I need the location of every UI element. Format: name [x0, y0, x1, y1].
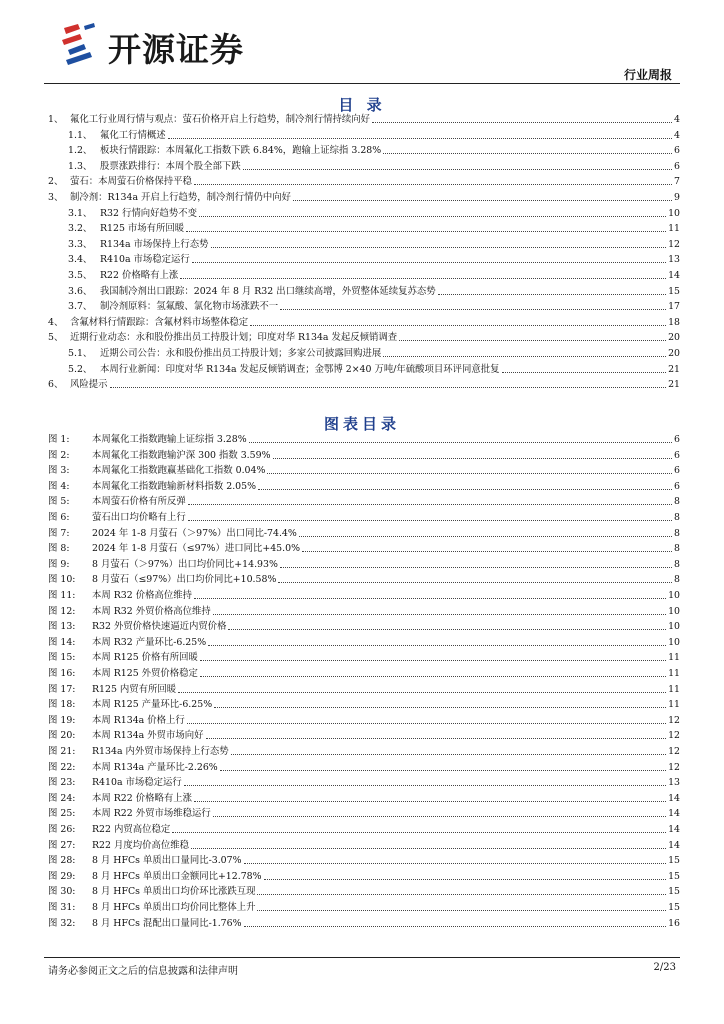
figure-entry[interactable]: [48, 884, 680, 898]
figures-title: 图表目录: [323, 415, 400, 433]
page-number: 18: [668, 316, 680, 328]
figure-title: 2024 年 1-8 月萤石（＞97%）出口同比-74.4%: [92, 527, 297, 539]
dot-leader: [213, 816, 666, 817]
page-number: 15: [668, 870, 680, 882]
figure-entry[interactable]: [48, 541, 680, 555]
page-number: 9: [674, 192, 680, 203]
toc-entry-title: 氟化工行业周行情与观点：萤石价格开启上行趋势，制冷剂行情持续向好: [70, 114, 371, 125]
toc-entry[interactable]: [48, 268, 680, 282]
page-number: 14: [668, 792, 680, 804]
dot-leader: [243, 169, 672, 170]
figure-number: 图 12:: [48, 605, 76, 617]
figure-title: 本周 R134a 外贸市场向好: [92, 730, 204, 742]
dot-leader: [180, 278, 666, 279]
toc-entry[interactable]: [48, 377, 680, 391]
figure-entry[interactable]: [48, 526, 680, 540]
toc-entry-number: 3.1、: [68, 207, 93, 219]
figure-number: 图 25:: [48, 808, 76, 820]
dot-leader: [187, 723, 666, 724]
figure-title: R32 外贸价格快速逼近内贸价格: [92, 621, 227, 633]
toc-entry-number: 1、: [48, 114, 64, 125]
figure-number: 图 7:: [48, 527, 70, 539]
toc-entry-number: 3.3、: [68, 238, 93, 250]
toc-entry-title: 近期行业动态：永和股份推出员工持股计划；印度对华 R134a 发起反倾销调查: [70, 332, 398, 344]
page-number: 14: [668, 270, 680, 281]
figure-title: 本周 R134a 产量环比-2.26%: [92, 761, 218, 773]
toc-entry[interactable]: [48, 252, 680, 266]
toc-entry[interactable]: [48, 159, 680, 173]
toc-entry-number: 3.6、: [68, 285, 93, 297]
toc-entry-title: R22 价格略有上涨: [100, 270, 179, 281]
figure-title: 本周氟化工指数跑输沪深 300 指数 3.59%: [92, 449, 271, 461]
page-number: 10: [668, 621, 680, 633]
toc-entry-number: 5.2、: [68, 363, 93, 375]
figure-entry[interactable]: [48, 744, 680, 758]
figure-title: 8 月 HFCs 混配出口量同比-1.76%: [92, 917, 242, 929]
dot-leader: [264, 879, 667, 880]
figure-entry[interactable]: [48, 900, 680, 914]
figure-title: R410a 市场稳定运行: [92, 777, 182, 789]
dot-leader: [383, 356, 666, 357]
page-number: 6: [674, 449, 680, 461]
dot-leader: [231, 754, 666, 755]
dot-leader: [188, 520, 672, 521]
figure-number: 图 18:: [48, 699, 76, 711]
figure-entry[interactable]: [48, 806, 680, 820]
figure-title: 本周 R22 外贸市场维稳运行: [92, 808, 211, 820]
figure-number: 图 29:: [48, 870, 76, 882]
toc-entry-title: 股票涨跌排行：本周个股全部下跌: [100, 160, 241, 172]
figure-number: 图 19:: [48, 714, 76, 726]
toc-entry-number: 1.1、: [68, 129, 93, 141]
toc-entry[interactable]: [48, 315, 680, 329]
dot-leader: [299, 536, 672, 537]
dot-leader: [214, 707, 666, 708]
toc-entry[interactable]: [48, 174, 680, 188]
dot-leader: [188, 504, 672, 505]
page-number: 13: [668, 254, 680, 266]
dot-leader: [192, 262, 666, 263]
dot-leader: [244, 863, 667, 864]
figure-title: 本周 R125 产量环比-6.25%: [92, 699, 213, 711]
toc-entry[interactable]: [48, 221, 680, 235]
figure-title: 8 月 HFCs 单质出口金额同比+12.78%: [92, 870, 262, 882]
figure-number: 图 23:: [48, 777, 76, 789]
figure-entry[interactable]: [48, 853, 680, 867]
figure-number: 图 17:: [48, 683, 76, 695]
figure-entry[interactable]: [48, 619, 680, 633]
toc-entry-title: 本周行业新闻：印度对华 R134a 发起反倾销调查；金鄂博 2×40 万吨/年硫酸项目环评同意批复: [100, 363, 500, 375]
figure-title: 萤石出口均价略有上行: [92, 512, 186, 523]
dot-leader: [199, 216, 666, 217]
page-number: 8: [674, 512, 680, 523]
figure-number: 图 30:: [48, 886, 76, 898]
toc-entry-number: 6、: [48, 379, 64, 391]
page-number: 10: [668, 636, 680, 648]
figure-number: 图 21:: [48, 746, 76, 757]
dot-leader: [178, 692, 666, 693]
toc-entry-number: 3、: [48, 192, 64, 203]
figure-title: 8 月 HFCs 单质出口均价环比涨跌互现: [92, 886, 256, 898]
page-number: 12: [668, 746, 680, 757]
figure-title: R125 内贸有所回暖: [92, 683, 177, 695]
toc-entry-number: 4、: [48, 316, 64, 328]
report-type-label: 行业周报: [623, 68, 672, 82]
figure-title: 本周氟化工指数跑输上证综指 3.28%: [92, 434, 247, 445]
page-number: 8: [674, 558, 680, 570]
figure-entry[interactable]: [48, 713, 680, 727]
figure-title: 8 月 HFCs 单质出口量同比-3.07%: [92, 855, 242, 867]
dot-leader: [200, 660, 666, 661]
dot-leader: [213, 614, 666, 615]
figure-title: 8 月萤石（＞97%）出口均价同比+14.93%: [92, 558, 278, 570]
figure-title: 本周 R32 价格高位维持: [92, 590, 192, 601]
dot-leader: [200, 676, 666, 677]
figure-entry[interactable]: [48, 588, 680, 602]
page-header: [0, 0, 724, 80]
dot-leader: [257, 894, 666, 895]
toc-entry-number: 3.7、: [68, 301, 93, 313]
toc-entry-number: 5、: [48, 332, 64, 344]
page-number: 6: [674, 434, 680, 445]
toc-entry-title: R32 行情向好趋势不变: [100, 207, 197, 219]
dot-leader: [184, 785, 666, 786]
toc-entry-title: 制冷剂原料：氢氟酸、氯化物市场涨跌不一: [100, 301, 279, 313]
page-number: 12: [668, 761, 680, 773]
figure-number: 图 10:: [48, 574, 76, 586]
figure-number: 图 22:: [48, 761, 76, 773]
toc-entry[interactable]: [48, 237, 680, 251]
dot-leader: [194, 801, 666, 802]
page-number: 6: [674, 465, 680, 477]
toc-entry-number: 1.3、: [68, 160, 93, 172]
page-number: 8: [674, 527, 680, 539]
page-number: 20: [668, 332, 680, 344]
figure-title: 本周 R32 产量环比-6.25%: [92, 636, 207, 648]
figure-number: 图 14:: [48, 636, 76, 648]
page-number: 20: [668, 348, 680, 359]
toc-entry-number: 3.5、: [68, 270, 93, 281]
dot-leader: [273, 458, 673, 459]
figure-entry[interactable]: [48, 682, 680, 696]
figure-title: 本周萤石价格有所反弹: [92, 496, 186, 508]
dot-leader: [110, 387, 667, 388]
figure-number: 图 2:: [48, 449, 70, 461]
figure-entry[interactable]: [48, 869, 680, 883]
page-number: 11: [668, 652, 680, 664]
figure-title: 8 月 HFCs 单质出口均价同比整体上升: [92, 902, 256, 913]
dot-leader: [280, 309, 666, 310]
dot-leader: [278, 582, 672, 583]
dot-leader: [250, 325, 666, 326]
dot-leader: [194, 598, 666, 599]
toc-entry-title: 氟化工行情概述: [100, 129, 166, 141]
page-number: 10: [668, 207, 680, 219]
toc-entry-number: 3.4、: [68, 254, 93, 266]
figure-title: 本周 R134a 价格上行: [92, 714, 185, 726]
figure-number: 图 13:: [48, 621, 76, 633]
figure-title: R22 内贸高位稳定: [92, 824, 171, 835]
dot-leader: [372, 122, 672, 123]
toc-entry-title: R134a 市场保持上行态势: [100, 238, 209, 250]
figure-title: 本周 R125 价格有所回暖: [92, 652, 198, 664]
toc-entry[interactable]: [48, 190, 680, 204]
toc-entry[interactable]: [48, 299, 680, 313]
company-name: 开源证券: [108, 30, 244, 69]
dot-leader: [399, 340, 666, 341]
dot-leader: [249, 442, 672, 443]
figure-title: 本周 R22 价格略有上涨: [92, 792, 192, 804]
toc-entry-number: 2、: [48, 176, 64, 188]
page-number: 11: [668, 699, 680, 711]
figure-entry[interactable]: [48, 494, 680, 508]
footer-divider: [44, 957, 680, 958]
figure-title: 本周 R125 外贸价格稳定: [92, 668, 198, 679]
figure-number: 图 28:: [48, 855, 76, 867]
toc-entry-title: 板块行情跟踪：本周氟化工指数下跌 6.84%，跑输上证综指 3.28%: [100, 145, 382, 157]
figure-entry[interactable]: [48, 760, 680, 774]
page-number: 21: [668, 379, 680, 391]
page-number: 13: [668, 777, 680, 789]
page-number: 12: [668, 714, 680, 726]
kaiyuan-logo-icon: [60, 22, 96, 66]
dot-leader: [302, 551, 672, 552]
dot-leader: [206, 738, 667, 739]
page-number: 15: [668, 855, 680, 867]
figure-number: 图 6:: [48, 512, 70, 523]
page-number: 8: [674, 496, 680, 508]
figure-title: 8 月萤石（≤97%）出口均价同比+10.58%: [92, 574, 277, 586]
page-number: 11: [668, 223, 680, 235]
figure-number: 图 27:: [48, 839, 76, 851]
toc-entry[interactable]: [48, 206, 680, 220]
figure-entry[interactable]: [48, 775, 680, 789]
toc-entry-title: R125 市场有所回暖: [100, 223, 185, 235]
dot-leader: [280, 567, 672, 568]
figure-number: 图 11:: [48, 590, 76, 601]
toc-entry[interactable]: [48, 362, 680, 376]
dot-leader: [211, 247, 667, 248]
toc-entry[interactable]: [48, 128, 680, 142]
dot-leader: [258, 489, 672, 490]
page-number: 14: [668, 808, 680, 820]
figure-entry[interactable]: [48, 463, 680, 477]
figure-number: 图 31:: [48, 902, 76, 913]
page-number: 8: [674, 543, 680, 555]
figure-entry[interactable]: [48, 557, 680, 571]
figure-entry[interactable]: [48, 791, 680, 805]
toc-entry[interactable]: [48, 346, 680, 360]
dot-leader: [220, 770, 666, 771]
toc-entry-title: 含氟材料行情跟踪：含氟材料市场整体稳定: [70, 316, 249, 328]
page-number: 10: [668, 590, 680, 601]
toc-entry-number: 1.2、: [68, 145, 93, 157]
figure-entry[interactable]: [48, 479, 680, 493]
figure-entry[interactable]: [48, 604, 680, 618]
toc-entry[interactable]: [48, 284, 680, 298]
toc-entry-title: R410a 市场稳定运行: [100, 254, 190, 266]
page-number: 11: [668, 683, 680, 695]
page-number: 12: [668, 238, 680, 250]
dot-leader: [194, 184, 672, 185]
page-number: 15: [668, 285, 680, 297]
dot-leader: [172, 832, 666, 833]
page-number: 4: [674, 114, 680, 125]
dot-leader: [502, 372, 667, 373]
figure-entry[interactable]: [48, 822, 680, 836]
figure-number: 图 8:: [48, 543, 70, 555]
figure-entry[interactable]: [48, 650, 680, 664]
page-number: 12: [668, 730, 680, 742]
figure-entry[interactable]: [48, 666, 680, 680]
figure-number: 图 9:: [48, 558, 70, 570]
figure-entry[interactable]: [48, 916, 680, 930]
page-number: 4: [674, 129, 680, 141]
page-number: 7: [674, 176, 680, 188]
toc-entry-number: 3.2、: [68, 223, 93, 235]
page-indicator: 2/23: [653, 962, 676, 973]
figure-number: 图 5:: [48, 496, 70, 508]
figure-entry[interactable]: [48, 635, 680, 649]
figure-entry[interactable]: [48, 697, 680, 711]
figure-title: 本周 R32 外贸价格高位维持: [92, 605, 211, 617]
figure-title: R22 月度均价高位维稳: [92, 839, 189, 851]
page-number: 16: [668, 917, 680, 929]
header-divider: [44, 83, 680, 84]
page-number: 6: [674, 480, 680, 492]
footer-disclaimer: 请务必参阅正文之后的信息披露和法律声明: [48, 966, 238, 977]
figure-number: 图 16:: [48, 668, 76, 679]
page-number: 11: [668, 668, 680, 679]
figure-number: 图 15:: [48, 652, 76, 664]
figure-entry[interactable]: [48, 838, 680, 852]
toc-entry[interactable]: [48, 330, 680, 344]
page-number: 15: [668, 886, 680, 898]
figure-number: 图 32:: [48, 917, 76, 929]
toc-entry-title: 我国制冷剂出口跟踪：2024 年 8 月 R32 出口继续高增，外贸整体延续复苏态势: [100, 285, 436, 297]
page-number: 10: [668, 605, 680, 617]
page-number: 14: [668, 824, 680, 835]
dot-leader: [438, 294, 666, 295]
dot-leader: [208, 645, 666, 646]
toc-entry-number: 5.1、: [68, 348, 93, 359]
figure-number: 图 26:: [48, 824, 76, 835]
page-number: 6: [674, 145, 680, 157]
figure-entry[interactable]: [48, 728, 680, 742]
figure-entry[interactable]: [48, 510, 680, 524]
page-number: 6: [674, 160, 680, 172]
page-number: 8: [674, 574, 680, 586]
toc-entry[interactable]: [48, 112, 680, 126]
figure-number: 图 24:: [48, 792, 76, 804]
toc-entry-title: 制冷剂：R134a 开启上行趋势，制冷剂行情仍中向好: [70, 192, 292, 203]
page-number: 17: [668, 301, 680, 313]
page-number: 14: [668, 839, 680, 851]
toc-entry-title: 萤石：本周萤石价格保持平稳: [70, 176, 192, 188]
figure-entry[interactable]: [48, 432, 680, 446]
figure-number: 图 3:: [48, 465, 70, 477]
toc-entry-title: 近期公司公告：永和股份推出员工持股计划；多家公司披露回购进展: [100, 348, 382, 359]
dot-leader: [244, 926, 667, 927]
figure-number: 图 1:: [48, 434, 70, 445]
toc-title: 目 录: [338, 96, 386, 114]
figure-title: 本周氟化工指数跑输新材料指数 2.05%: [92, 480, 257, 492]
dot-leader: [168, 138, 672, 139]
figure-entry[interactable]: [48, 448, 680, 462]
toc-entry[interactable]: [48, 143, 680, 157]
figure-title: 本周氟化工指数跑赢基础化工指数 0.04%: [92, 465, 266, 477]
figure-number: 图 4:: [48, 480, 70, 492]
dot-leader: [267, 473, 672, 474]
dot-leader: [293, 200, 672, 201]
page-number: 15: [668, 902, 680, 913]
dot-leader: [257, 910, 666, 911]
figure-title: 2024 年 1-8 月萤石（≤97%）进口同比+45.0%: [92, 543, 300, 555]
toc-entry-title: 风险提示: [70, 379, 108, 391]
figure-title: R134a 内外贸市场保持上行态势: [92, 746, 229, 757]
page-number: 21: [668, 363, 680, 375]
figure-entry[interactable]: [48, 572, 680, 586]
dot-leader: [383, 153, 672, 154]
figure-number: 图 20:: [48, 730, 76, 742]
dot-leader: [191, 848, 666, 849]
dot-leader: [228, 629, 666, 630]
dot-leader: [186, 231, 666, 232]
